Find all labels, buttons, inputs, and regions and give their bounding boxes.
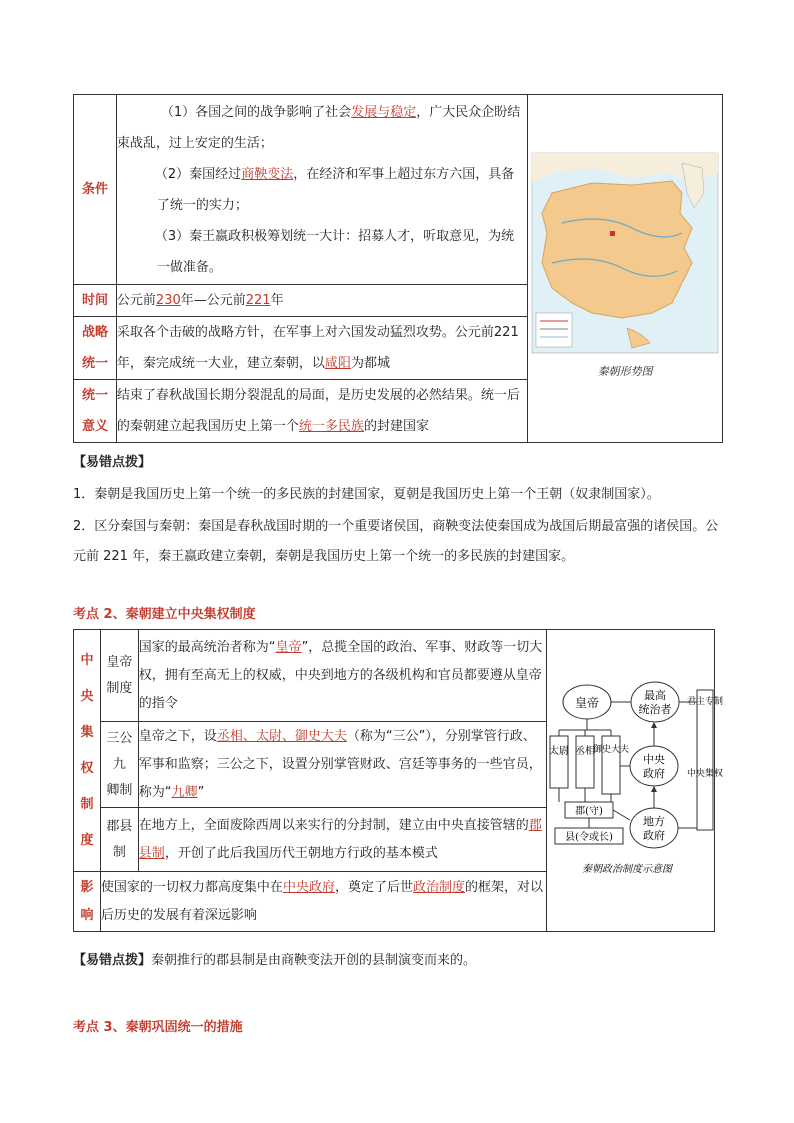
section-2-title: 考点 2、秦朝建立中央集权制度 <box>73 607 256 622</box>
emperor-cell: 国家的最高统治者称为“皇帝”，总揽全国的政治、军事、财政等一切大权，拥有至高无上的权威，中央到地方的各级机构和官员都要遵从皇帝的指令 <box>138 630 546 722</box>
diagram-caption: 秦朝政治制度示意图 <box>581 864 672 875</box>
tips-1-item: 2．区分秦国与秦朝：秦国是春秋战国时期的一个重要诸侯国，商鞅变法使秦国成为战国后期最富强的诸侯国。公元前 221 年，秦王嬴政建立秦朝，秦朝是我国历史上第一个统一的多民族的封建国家。 <box>73 519 719 564</box>
tips-2-title: 【易错点拨】 <box>73 953 152 968</box>
section-3-title: 考点 3、秦朝巩固统一的措施 <box>73 1020 243 1035</box>
tips-1-title: 【易错点拨】 <box>73 455 152 470</box>
tips-1 <box>73 448 723 572</box>
strategy-label: 战略 统一 <box>74 317 117 380</box>
map-caption: 秦朝形势图 <box>597 365 653 378</box>
gong-cell: 皇帝之下，设丞相、太尉、御史大夫（称为“三公”），分别掌管行政、军事和监察；三公之下，设置分别掌管财政、宫廷等事务的一些官员，称为“九卿” <box>138 722 546 808</box>
emperor-label: 皇帝 制度 <box>100 630 138 722</box>
svg-text:政府: 政府 <box>642 829 665 842</box>
svg-text:统治者: 统治者 <box>638 703 672 716</box>
meaning-label: 统一 意义 <box>74 380 117 443</box>
svg-text:地方: 地方 <box>642 815 665 828</box>
tips-2 <box>73 946 723 976</box>
svg-text:中央集权: 中央集权 <box>686 769 723 779</box>
county-cell: 在地方上，全面废除西周以来实行的分封制，建立由中央直接管辖的郡县制，开创了此后我国历代王朝地方行政的基本模式 <box>138 808 546 872</box>
svg-text:最高: 最高 <box>643 689 666 702</box>
centralization-label: 中 央 集 权 制 度 <box>74 630 101 872</box>
condition-1: （1）各国之间的战争影响了社会发展与稳定，广大民众企盼结束战乱，过上安定的生活； <box>116 104 521 151</box>
centralization-table <box>73 629 723 932</box>
diagram-cell <box>546 630 723 932</box>
tips-1-item: 1．秦朝是我国历史上第一个统一的多民族的封建国家，夏朝是我国历史上第一个王朝（奴隶制国家）。 <box>73 487 660 502</box>
gong-label: 三公 九 卿制 <box>100 722 138 808</box>
svg-text:御史大夫: 御史大夫 <box>592 745 629 755</box>
strategy-cell: 采取各个击破的战略方针，在军事上对六国发动猛烈攻势。公元前221年，秦完成统一大业，建立秦朝，以咸阳为都城 <box>116 317 527 380</box>
svg-text:丞相: 丞相 <box>574 746 595 757</box>
conditions-cell <box>116 95 527 285</box>
impact-cell: 使国家的一切权力都高度集中在中央政府，奠定了后世政治制度的框架，对以后历史的发展有着深远影响 <box>100 872 546 932</box>
time-cell: 公元前230年—公元前221年 <box>116 285 527 317</box>
tips-2-text: 秦朝推行的郡县制是由商鞅变法开创的县制演变而来的。 <box>151 953 477 968</box>
conditions-label: 条件 <box>74 95 117 285</box>
svg-text:县(令或长): 县(令或长) <box>565 832 613 843</box>
political-system-diagram <box>547 680 723 890</box>
county-label: 郡县 制 <box>100 808 138 872</box>
map-cell <box>528 95 723 443</box>
unification-table <box>73 94 723 443</box>
diagram-emperor: 皇帝 <box>574 696 599 710</box>
qin-map-image <box>532 153 718 353</box>
svg-text:中央: 中央 <box>642 753 665 766</box>
condition-2: （2）秦国经过商鞅变法，在经济和军事上超过东方六国，具备了统一的实力； <box>154 166 515 213</box>
svg-text:政府: 政府 <box>642 767 665 780</box>
condition-3: （3）秦王嬴政积极筹划统一大计：招募人才，听取意见，为统一做准备。 <box>154 228 515 275</box>
svg-text:太尉: 太尉 <box>548 746 569 757</box>
svg-text:君主专制: 君主专制 <box>686 697 723 707</box>
time-label: 时间 <box>74 285 117 317</box>
impact-label: 影 响 <box>74 872 101 932</box>
meaning-cell: 结束了春秋战国长期分裂混乱的局面，是历史发展的必然结果。统一后的秦朝建立起我国历史上第一个统一多民族的封建国家 <box>116 380 527 443</box>
svg-text:郡(守): 郡(守) <box>575 806 603 817</box>
